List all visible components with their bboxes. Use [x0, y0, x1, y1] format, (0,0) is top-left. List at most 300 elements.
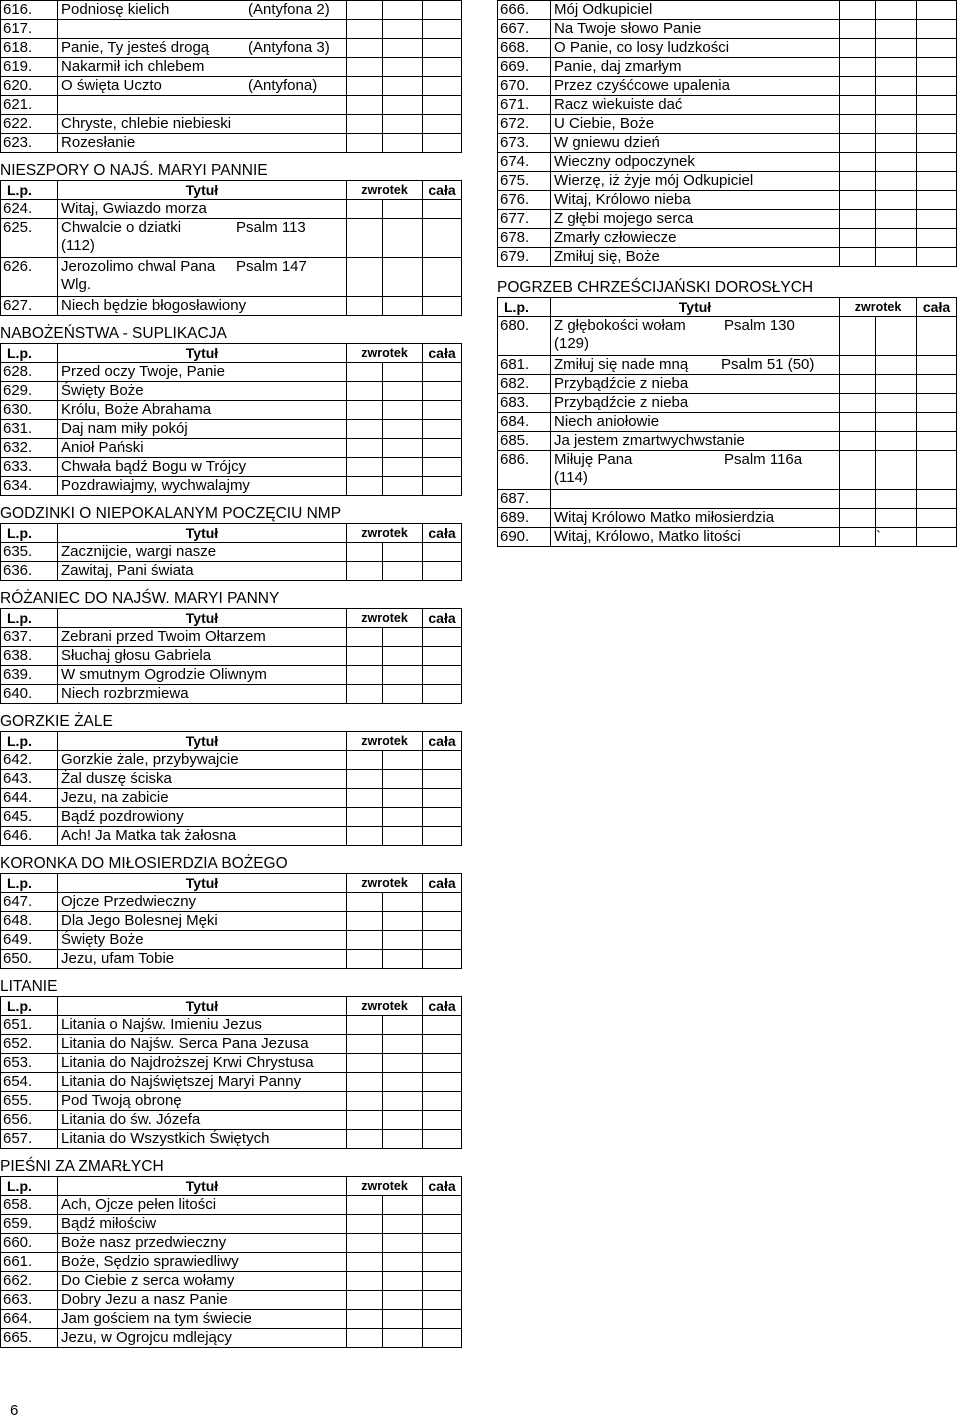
row-title-text: Bądź pozdrowiony	[61, 808, 184, 825]
row-check-cell-3	[423, 477, 462, 496]
row-check-cell-2	[876, 375, 917, 394]
row-check-cell-1	[840, 96, 876, 115]
row-title-text: Przybądźcie z nieba	[554, 375, 689, 392]
row-title-text: O Panie, co losy ludzkości	[554, 39, 730, 56]
row-title-text: Żal duszę ściska	[61, 770, 172, 787]
row-title-text: Na Twoje słowo Panie	[554, 20, 702, 37]
row-number: 625.	[1, 219, 58, 258]
row-check-cell-3	[423, 77, 462, 96]
row-title	[58, 458, 347, 477]
row-number: 633.	[1, 458, 58, 477]
row-check-cell-3	[917, 39, 957, 58]
row-check-cell-3	[917, 1, 957, 20]
row-title	[58, 401, 347, 420]
row-check-cell-3	[423, 1054, 462, 1073]
header-verses: zwrotek	[347, 997, 423, 1016]
row-title	[551, 356, 840, 375]
row-check-cell-1	[347, 382, 383, 401]
row-check-cell-3	[423, 1035, 462, 1054]
row-check-cell-2	[876, 153, 917, 172]
row-number: 616.	[1, 1, 58, 20]
table-row	[1, 543, 462, 562]
section-table	[0, 996, 462, 1149]
row-number: 659.	[1, 1215, 58, 1234]
table-row	[498, 432, 957, 451]
table-row	[1, 931, 462, 950]
row-title-note: (Antyfona 3)	[248, 39, 330, 56]
row-check-cell-1	[347, 827, 383, 846]
row-check-cell-3	[917, 432, 957, 451]
row-check-cell-3	[423, 1253, 462, 1272]
row-number: 639.	[1, 666, 58, 685]
row-number: 684.	[498, 413, 551, 432]
row-check-cell-1	[840, 77, 876, 96]
row-title-note: Psalm 116a	[724, 451, 803, 468]
row-check-cell-1	[347, 477, 383, 496]
row-check-cell-2	[383, 1016, 423, 1035]
row-title-text: Witaj, Królowo, Matko litości	[554, 528, 741, 545]
row-title	[58, 685, 347, 704]
row-check-cell-3	[423, 562, 462, 581]
row-check-cell-2	[383, 1196, 423, 1215]
row-title-text: Ach, Ojcze pełen litości	[61, 1196, 217, 1213]
row-check-cell-2	[383, 39, 423, 58]
row-title	[58, 115, 347, 134]
row-title	[58, 808, 347, 827]
row-check-cell-2	[876, 509, 917, 528]
row-check-cell-1	[347, 1130, 383, 1149]
row-check-cell-1	[347, 1272, 383, 1291]
row-check-cell-3	[423, 134, 462, 153]
row-check-cell-3	[423, 1016, 462, 1035]
row-check-cell-2	[383, 439, 423, 458]
row-check-cell-1	[840, 134, 876, 153]
row-check-cell-2	[876, 394, 917, 413]
row-title-text: Święty Boże	[61, 931, 144, 948]
row-title	[551, 490, 840, 509]
header-title: Tytuł	[58, 874, 347, 893]
row-title-text: U Ciebie, Boże	[554, 115, 655, 132]
row-title-text: Przybądźcie z nieba	[554, 394, 689, 411]
row-title	[58, 1054, 347, 1073]
row-title-text: Przed oczy Twoje, Panie	[61, 363, 225, 380]
row-check-cell-2	[383, 1253, 423, 1272]
table-header-row	[1, 874, 462, 893]
table-row	[498, 509, 957, 528]
row-check-cell-2	[383, 200, 423, 219]
table-row	[1, 77, 462, 96]
table-row	[498, 1, 957, 20]
row-check-cell-1	[347, 685, 383, 704]
row-number: 676.	[498, 191, 551, 210]
row-number: 629.	[1, 382, 58, 401]
row-check-cell-3	[423, 628, 462, 647]
row-check-cell-1	[840, 356, 876, 375]
row-title-text: Bądź miłościw	[61, 1215, 157, 1232]
row-check-cell-1	[347, 1016, 383, 1035]
table-row	[498, 134, 957, 153]
table-row	[1, 1016, 462, 1035]
table-row	[1, 401, 462, 420]
row-title	[551, 413, 840, 432]
row-check-cell-2	[383, 382, 423, 401]
row-number: 622.	[1, 115, 58, 134]
row-title	[58, 666, 347, 685]
row-title	[58, 134, 347, 153]
row-title	[551, 153, 840, 172]
row-check-cell-1	[347, 1, 383, 20]
table-row	[1, 200, 462, 219]
table-row	[1, 827, 462, 846]
row-check-cell-2	[383, 950, 423, 969]
row-check-cell-2	[876, 191, 917, 210]
header-lp: L.p.	[1, 1177, 58, 1196]
row-check-cell-2	[383, 115, 423, 134]
row-check-cell-2	[383, 685, 423, 704]
row-title-text: Pozdrawiajmy, wychwalajmy	[61, 477, 250, 494]
row-title	[551, 394, 840, 413]
table-row	[1, 363, 462, 382]
section-title: NIESZPORY O NAJŚ. MARYI PANNIE	[0, 162, 268, 179]
row-title-text: Boże, Sędzio sprawiedliwy	[61, 1253, 239, 1270]
table-row	[1, 1291, 462, 1310]
row-check-cell-3	[423, 789, 462, 808]
row-number: 624.	[1, 200, 58, 219]
header-whole: cała	[423, 997, 462, 1016]
row-number: 647.	[1, 893, 58, 912]
row-title	[58, 20, 347, 39]
row-title	[58, 1, 347, 20]
row-check-cell-3	[917, 229, 957, 248]
table-row	[1, 20, 462, 39]
row-title	[58, 1130, 347, 1149]
row-check-cell-3	[423, 96, 462, 115]
row-check-cell-1	[840, 528, 876, 547]
table-row	[1, 789, 462, 808]
table-header-row	[1, 181, 462, 200]
row-title	[58, 1035, 347, 1054]
row-title-text: Witaj Królowo Matko miłosierdzia	[554, 509, 775, 526]
row-title-text: Racz wiekuiste dać	[554, 96, 683, 113]
row-title-text: Rozesłanie	[61, 134, 136, 151]
row-check-cell-2	[876, 58, 917, 77]
table-header-row	[1, 609, 462, 628]
row-number: 638.	[1, 647, 58, 666]
section-title: GODZINKI O NIEPOKALANYM POCZĘCIU NMP	[0, 505, 342, 522]
row-title-text: Anioł Pański	[61, 439, 144, 456]
row-check-cell-1	[347, 134, 383, 153]
row-check-cell-2	[876, 172, 917, 191]
table-row	[1, 1130, 462, 1149]
section-title: RÓŻANIEC DO NAJŚW. MARYI PANNY	[0, 590, 280, 607]
header-verses: zwrotek	[347, 344, 423, 363]
row-title	[58, 96, 347, 115]
row-title-text: Litania do św. Józefa	[61, 1111, 201, 1128]
row-check-cell-1	[347, 1035, 383, 1054]
header-whole: cała	[423, 1177, 462, 1196]
row-check-cell-2	[876, 317, 917, 356]
table-row	[1, 628, 462, 647]
section-title: LITANIE	[0, 978, 58, 995]
row-number: 661.	[1, 1253, 58, 1272]
row-check-cell-2	[876, 229, 917, 248]
header-title: Tytuł	[551, 298, 840, 317]
row-check-cell-3	[917, 20, 957, 39]
table-row	[498, 413, 957, 432]
row-title	[58, 1215, 347, 1234]
section-table	[497, 297, 957, 547]
row-title-note: Psalm 51 (50)	[721, 356, 815, 373]
table-row	[1, 219, 462, 258]
row-title-text: Litania o Najśw. Imieniu Jezus	[61, 1016, 262, 1033]
row-title-text: Jezu, ufam Tobie	[61, 950, 175, 967]
header-lp: L.p.	[1, 609, 58, 628]
row-check-cell-1	[347, 666, 383, 685]
header-whole: cała	[423, 732, 462, 751]
row-check-cell-2	[383, 297, 423, 316]
row-title	[58, 647, 347, 666]
table-row	[1, 1073, 462, 1092]
row-check-cell-1	[347, 562, 383, 581]
row-check-cell-3	[423, 1234, 462, 1253]
row-number: 670.	[498, 77, 551, 96]
row-title	[58, 751, 347, 770]
row-check-cell-3	[423, 1130, 462, 1149]
row-title-text: Ojcze Przedwieczny	[61, 893, 197, 910]
top-table-left	[0, 0, 462, 153]
row-check-cell-1	[347, 1310, 383, 1329]
table-row	[1, 1310, 462, 1329]
row-title-text: Zacznijcie, wargi nasze	[61, 543, 217, 560]
section-table	[0, 523, 462, 581]
row-check-cell-2	[383, 912, 423, 931]
row-check-cell-3	[423, 297, 462, 316]
row-check-cell-1	[840, 39, 876, 58]
row-title	[58, 1234, 347, 1253]
row-title-note: (Antyfona)	[248, 77, 318, 94]
table-row	[1, 58, 462, 77]
row-check-cell-3	[423, 647, 462, 666]
row-number: 656.	[1, 1111, 58, 1130]
row-number: 635.	[1, 543, 58, 562]
row-number: 631.	[1, 420, 58, 439]
table-row	[1, 685, 462, 704]
row-check-cell-2	[383, 789, 423, 808]
header-lp: L.p.	[1, 524, 58, 543]
row-number: 637.	[1, 628, 58, 647]
row-number: 678.	[498, 229, 551, 248]
header-verses: zwrotek	[347, 732, 423, 751]
table-row	[1, 458, 462, 477]
row-title	[58, 1291, 347, 1310]
section-table	[0, 343, 462, 496]
row-title	[58, 1092, 347, 1111]
section-title: POGRZEB CHRZEŚCIJAŃSKI DOROSŁYCH	[497, 279, 814, 296]
row-title	[551, 509, 840, 528]
row-check-cell-1	[347, 200, 383, 219]
row-check-cell-1	[840, 317, 876, 356]
row-number: 666.	[498, 1, 551, 20]
row-check-cell-1	[347, 893, 383, 912]
row-check-cell-1	[840, 115, 876, 134]
row-check-cell-2	[383, 258, 423, 297]
row-title	[551, 317, 840, 356]
row-check-cell-2	[383, 401, 423, 420]
header-verses: zwrotek	[840, 298, 917, 317]
table-row	[498, 20, 957, 39]
row-title-text: Daj nam miły pokój	[61, 420, 188, 437]
header-lp: L.p.	[1, 732, 58, 751]
row-title	[58, 1196, 347, 1215]
row-title-text: Słuchaj głosu Gabriela	[61, 647, 212, 664]
row-title	[58, 912, 347, 931]
row-check-cell-1	[840, 490, 876, 509]
row-check-cell-3	[423, 1215, 462, 1234]
header-title: Tytuł	[58, 997, 347, 1016]
row-check-cell-1	[347, 401, 383, 420]
row-check-cell-1	[347, 363, 383, 382]
row-check-cell-3	[423, 219, 462, 258]
row-title-text: Pod Twoją obronę	[61, 1092, 182, 1109]
row-number: 621.	[1, 96, 58, 115]
row-check-cell-1	[347, 770, 383, 789]
table-row	[498, 58, 957, 77]
row-title	[551, 375, 840, 394]
row-title-text: Jezu, w Ogrojcu mdlejący	[61, 1329, 232, 1346]
row-number: 686.	[498, 451, 551, 490]
row-check-cell-1	[840, 210, 876, 229]
row-title-text: Chryste, chlebie niebieski	[61, 115, 232, 132]
row-title	[58, 1329, 347, 1348]
table-header-row	[1, 1177, 462, 1196]
row-title-text: Litania do Najświętszej Maryi Panny	[61, 1073, 302, 1090]
row-check-cell-3	[423, 827, 462, 846]
row-check-cell-2	[876, 356, 917, 375]
row-check-cell-3	[423, 363, 462, 382]
row-check-cell-1	[840, 248, 876, 267]
row-title-text: Miłuję Pana	[554, 451, 633, 468]
row-check-cell-1	[347, 39, 383, 58]
header-lp: L.p.	[1, 344, 58, 363]
row-title	[58, 382, 347, 401]
row-check-cell-2	[383, 808, 423, 827]
table-row	[1, 666, 462, 685]
row-check-cell-2	[383, 1329, 423, 1348]
table-row	[498, 77, 957, 96]
row-title	[58, 58, 347, 77]
table-row	[1, 96, 462, 115]
row-check-cell-3	[917, 413, 957, 432]
section-table	[0, 873, 462, 969]
row-title-text: Ach! Ja Matka tak żałosna	[61, 827, 237, 844]
row-check-cell-2	[383, 1, 423, 20]
row-title-text: Witaj, Królowo nieba	[554, 191, 691, 208]
header-whole: cała	[917, 298, 957, 317]
header-verses: zwrotek	[347, 874, 423, 893]
row-check-cell-2	[383, 219, 423, 258]
row-check-cell-1	[840, 432, 876, 451]
row-check-cell-2	[383, 1035, 423, 1054]
table-row	[1, 420, 462, 439]
row-title-note: Psalm 147	[236, 258, 307, 275]
row-check-cell-2	[383, 134, 423, 153]
row-number: 627.	[1, 297, 58, 316]
row-title-text: Litania do Najdroższej Krwi Chrystusa	[61, 1054, 314, 1071]
row-title	[551, 58, 840, 77]
row-number: 645.	[1, 808, 58, 827]
table-row	[1, 893, 462, 912]
table-row	[498, 394, 957, 413]
row-title-text: Do Ciebie z serca wołamy	[61, 1272, 235, 1289]
row-check-cell-3	[423, 666, 462, 685]
table-row	[1, 382, 462, 401]
row-check-cell-3	[423, 115, 462, 134]
section-title: GORZKIE ŻALE	[0, 713, 113, 730]
row-number: 651.	[1, 1016, 58, 1035]
row-check-cell-3	[917, 58, 957, 77]
row-check-cell-1	[347, 543, 383, 562]
row-check-cell-3	[917, 210, 957, 229]
left-column	[0, 0, 464, 1348]
row-number: 628.	[1, 363, 58, 382]
row-title-text: Podniosę kielich	[61, 1, 170, 18]
table-row	[1, 1234, 462, 1253]
row-title	[58, 827, 347, 846]
row-number: 636.	[1, 562, 58, 581]
row-check-cell-1	[347, 1111, 383, 1130]
row-check-cell-3	[917, 451, 957, 490]
row-title	[58, 543, 347, 562]
row-check-cell-1	[840, 451, 876, 490]
row-check-cell-2	[383, 751, 423, 770]
header-verses: zwrotek	[347, 524, 423, 543]
row-title-text: Niech aniołowie	[554, 413, 660, 430]
row-title	[58, 950, 347, 969]
table-row	[1, 477, 462, 496]
row-title	[551, 451, 840, 490]
row-title-text: Chwalcie o dziatki	[61, 219, 182, 236]
row-check-cell-3	[423, 20, 462, 39]
table-row	[498, 490, 957, 509]
row-check-cell-3	[423, 439, 462, 458]
table-row	[1, 134, 462, 153]
row-number: 618.	[1, 39, 58, 58]
right-column	[497, 0, 959, 547]
table-row	[1, 562, 462, 581]
row-check-cell-1	[347, 950, 383, 969]
row-title-text: Litania do Najśw. Serca Pana Jezusa	[61, 1035, 309, 1052]
row-check-cell-1	[347, 77, 383, 96]
row-check-cell-3	[917, 77, 957, 96]
row-number: 620.	[1, 77, 58, 96]
row-title-note: Psalm 130	[724, 317, 795, 334]
table-row	[1, 1054, 462, 1073]
row-check-cell-3	[423, 1073, 462, 1092]
row-check-cell-2	[383, 420, 423, 439]
row-number: 630.	[1, 401, 58, 420]
row-check-cell-3	[917, 490, 957, 509]
row-title	[58, 363, 347, 382]
row-number: 681.	[498, 356, 551, 375]
row-check-cell-3	[423, 912, 462, 931]
row-number: 662.	[1, 1272, 58, 1291]
row-check-cell-1	[840, 1, 876, 20]
row-number: 679.	[498, 248, 551, 267]
row-number: 623.	[1, 134, 58, 153]
row-check-cell-3	[423, 58, 462, 77]
row-title	[551, 115, 840, 134]
header-whole: cała	[423, 181, 462, 200]
